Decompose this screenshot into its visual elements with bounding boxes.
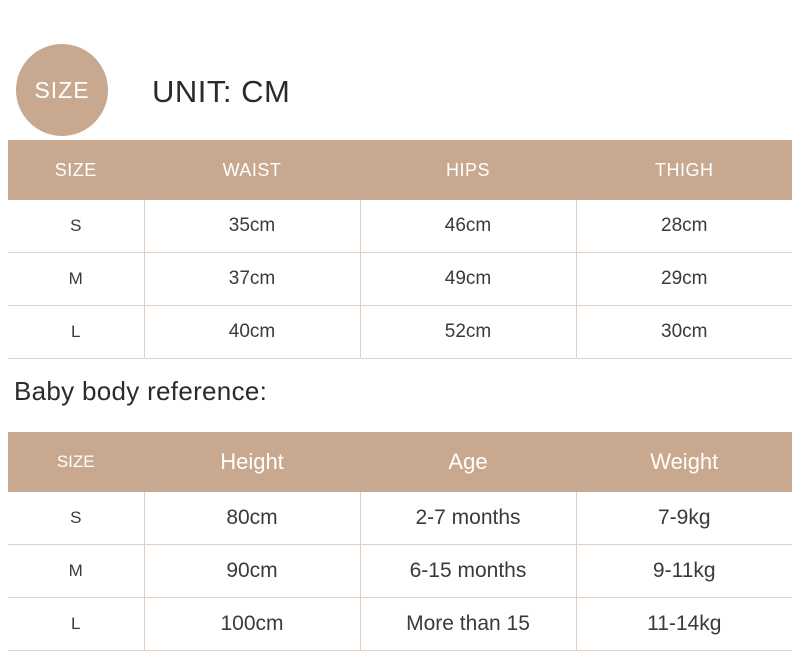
cell-waist: 35cm xyxy=(144,200,360,253)
cell-size: M xyxy=(8,545,144,598)
header-cell-thigh: THIGH xyxy=(576,141,792,200)
size-badge-label: SIZE xyxy=(34,76,90,103)
cell-thigh: 28cm xyxy=(576,200,792,253)
table-header-row xyxy=(8,433,792,492)
size-table-main xyxy=(8,140,792,359)
cell-height: 90cm xyxy=(144,545,360,598)
table-header-row xyxy=(8,141,792,200)
cell-size: L xyxy=(8,598,144,651)
unit-label: UNIT: CM xyxy=(152,74,291,109)
cell-size: L xyxy=(8,306,144,359)
header-cell-size: SIZE xyxy=(8,141,144,200)
cell-hips: 49cm xyxy=(360,253,576,306)
cell-age: 6-15 months xyxy=(360,545,576,598)
header-cell-waist: WAIST xyxy=(144,141,360,200)
cell-thigh: 30cm xyxy=(576,306,792,359)
cell-waist: 40cm xyxy=(144,306,360,359)
cell-waist: 37cm xyxy=(144,253,360,306)
table-row xyxy=(8,598,792,651)
cell-weight: 7-9kg xyxy=(576,492,792,545)
cell-age: More than 15 xyxy=(360,598,576,651)
cell-hips: 52cm xyxy=(360,306,576,359)
table-row xyxy=(8,253,792,306)
cell-thigh: 29cm xyxy=(576,253,792,306)
cell-size: S xyxy=(8,492,144,545)
cell-weight: 9-11kg xyxy=(576,545,792,598)
cell-weight: 11-14kg xyxy=(576,598,792,651)
size-badge xyxy=(16,44,108,136)
cell-age: 2-7 months xyxy=(360,492,576,545)
size-table-baby xyxy=(8,432,792,651)
header-cell-hips: HIPS xyxy=(360,141,576,200)
header-cell-size: SIZE xyxy=(8,433,144,492)
header-cell-height: Height xyxy=(144,433,360,492)
section-title: Baby body reference: xyxy=(14,376,268,406)
table-row xyxy=(8,200,792,253)
table-row xyxy=(8,492,792,545)
cell-size: S xyxy=(8,200,144,253)
table-row xyxy=(8,306,792,359)
cell-size: M xyxy=(8,253,144,306)
cell-hips: 46cm xyxy=(360,200,576,253)
header-cell-weight: Weight xyxy=(576,433,792,492)
header xyxy=(0,22,800,122)
cell-height: 100cm xyxy=(144,598,360,651)
cell-height: 80cm xyxy=(144,492,360,545)
table-row xyxy=(8,545,792,598)
header-cell-age: Age xyxy=(360,433,576,492)
